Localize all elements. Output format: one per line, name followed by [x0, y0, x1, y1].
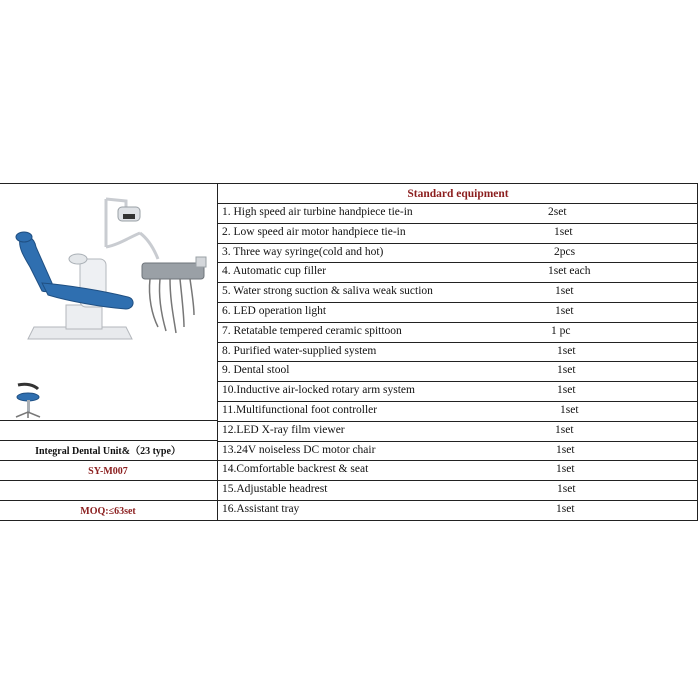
table-row [219, 302, 697, 322]
equipment-item: 14.Comfortable backrest & seat [222, 463, 369, 476]
equipment-quantity: 1set [557, 344, 576, 357]
left-row-rule-4 [0, 500, 217, 501]
equipment-item: 15.Adjustable headrest [222, 483, 328, 496]
standard-equipment-heading: Standard equipment [407, 188, 509, 200]
left-column-divider [217, 183, 218, 521]
dental-unit-illustration [8, 187, 213, 352]
spec-sheet [0, 183, 698, 521]
equipment-item: 2. Low speed air motor handpiece tie-in [222, 225, 406, 238]
equipment-quantity: 1set [554, 225, 573, 238]
equipment-quantity: 1set [557, 364, 576, 377]
table-row [219, 203, 697, 223]
table-row [219, 262, 697, 282]
table-row [219, 401, 697, 421]
table-row [219, 223, 697, 243]
table-row [219, 480, 697, 500]
table-row [219, 500, 697, 520]
equipment-item: 8. Purified water-supplied system [222, 344, 377, 357]
table-row [219, 282, 697, 302]
equipment-quantity: 1set [556, 463, 575, 476]
product-model-label: SY-M007 [88, 466, 128, 477]
equipment-item: 4. Automatic cup filler [222, 265, 327, 278]
equipment-item: 5. Water strong suction & saliva weak suction [222, 285, 433, 298]
equipment-item: 10.Inductive air-locked rotary arm system [222, 384, 415, 397]
dental-stool-illustration [8, 381, 48, 421]
equipment-quantity: 2pcs [554, 245, 576, 258]
equipment-quantity: 1set [557, 483, 576, 496]
equipment-item: 7. Retatable tempered ceramic spittoon [222, 324, 402, 337]
equipment-item: 1. High speed air turbine handpiece tie-in [222, 206, 413, 218]
right-border [697, 183, 698, 521]
table-row [219, 441, 697, 461]
equipment-item: 13.24V noiseless DC motor chair [222, 443, 376, 456]
product-name-label: Integral Dental Unit&（23 type） [35, 446, 181, 457]
table-row [219, 361, 697, 381]
equipment-quantity: 2set [548, 206, 567, 218]
equipment-quantity: 1set [555, 285, 574, 298]
equipment-item: 12.LED X-ray film viewer [222, 423, 345, 436]
equipment-item: 16.Assistant tray [222, 503, 300, 515]
equipment-item: 11.Multifunctional foot controller [222, 404, 378, 416]
equipment-quantity: 1set each [548, 265, 591, 278]
equipment-item: 9. Dental stool [222, 364, 290, 377]
moq-label: MOQ:≤63set [80, 506, 136, 517]
table-row [219, 381, 697, 401]
equipment-quantity: 1set [556, 443, 575, 456]
equipment-quantity: 1set [555, 423, 574, 436]
equipment-quantity: 1set [557, 384, 576, 397]
table-row [219, 342, 697, 362]
table-row [219, 421, 697, 441]
table-row [219, 243, 697, 263]
left-row-rule-1 [0, 440, 217, 441]
equipment-item: 3. Three way syringe(cold and hot) [222, 245, 384, 258]
equipment-quantity: 1set [560, 404, 579, 416]
equipment-quantity: 1set [556, 503, 575, 515]
table-row [219, 322, 697, 342]
equipment-item: 6. LED operation light [222, 305, 327, 317]
table-row [219, 460, 697, 480]
equipment-quantity: 1 pc [551, 324, 571, 337]
equipment-quantity: 1set [555, 305, 574, 317]
